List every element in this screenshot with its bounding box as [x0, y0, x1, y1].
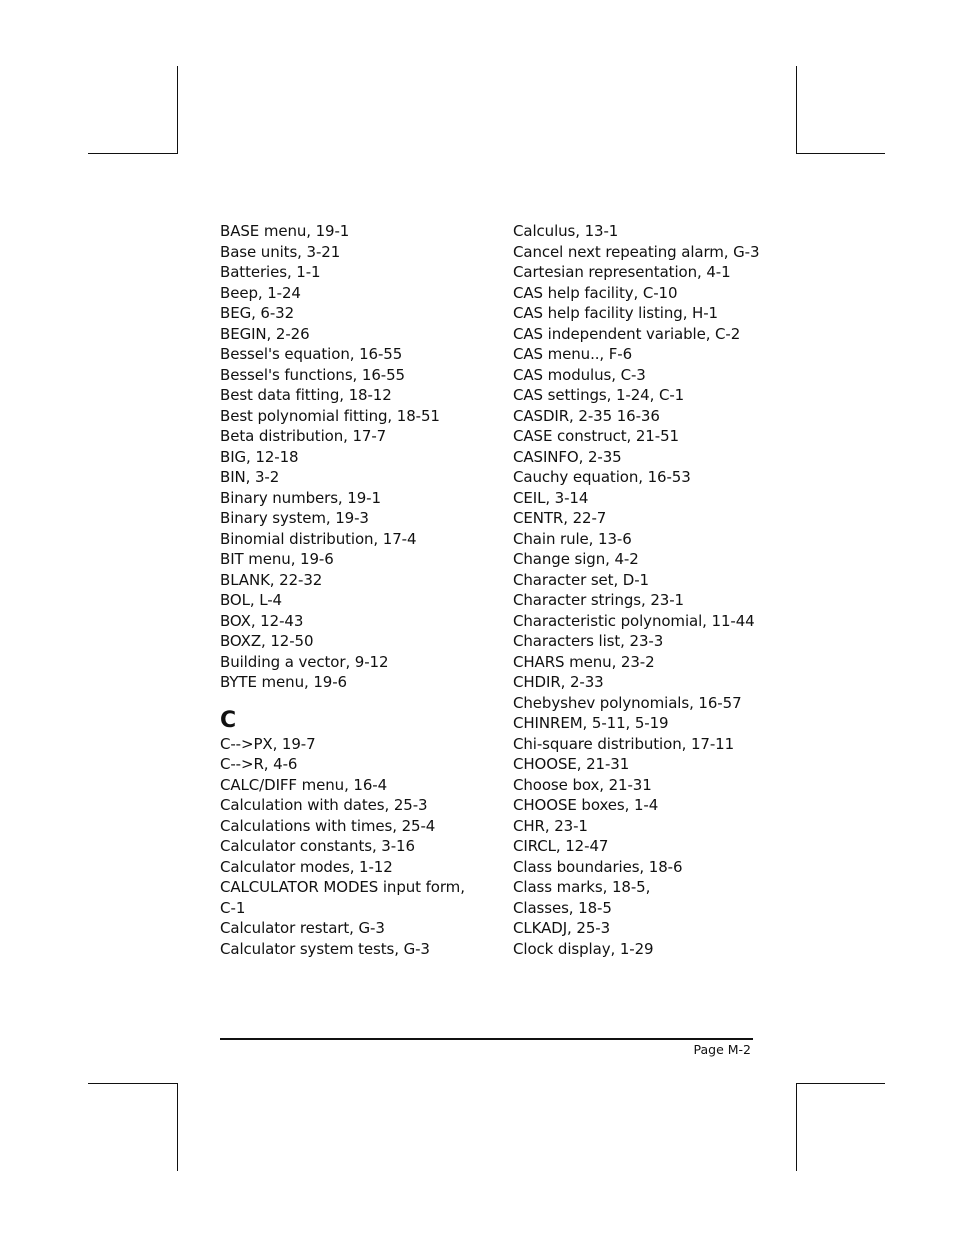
index-entry: Bessel's functions, 16-55	[220, 365, 405, 384]
index-entry-continuation: C-1	[220, 898, 246, 917]
section-heading-c: C	[220, 707, 237, 733]
index-entry: Class marks, 18-5,	[513, 878, 651, 896]
index-entry: CALC/DIFF menu, 16-4	[220, 775, 388, 794]
index-entry: CENTR, 22-7	[513, 509, 607, 527]
index-entry: Binary system, 19-3	[220, 509, 369, 527]
index-entry: Classes, 18-5	[513, 898, 612, 917]
index-entry: C-->PX, 19-7	[220, 734, 316, 753]
index-entry: BEG, 6-32	[220, 304, 295, 322]
index-entry: CAS help facility, C-10	[513, 283, 678, 302]
index-entry: Calculus, 13-1	[513, 222, 619, 240]
index-left-column	[220, 221, 500, 959]
index-entry: CALCULATOR MODES input form,	[220, 878, 465, 896]
index-entry: CIRCL, 12-47	[513, 837, 609, 855]
index-entry: Calculator constants, 3-16	[220, 837, 415, 855]
index-entry: Batteries, 1-1	[220, 263, 321, 281]
index-entry: CHR, 23-1	[513, 816, 588, 835]
index-entry: Chebyshev polynomials, 16-57	[513, 693, 742, 712]
index-entry: BOL, L-4	[220, 591, 282, 609]
index-entry: Calculation with dates, 25-3	[220, 796, 428, 814]
index-entry: CLKADJ, 25-3	[513, 919, 611, 937]
page-number: Page M-2	[693, 1042, 751, 1057]
index-entry: Beta distribution, 17-7	[220, 427, 387, 445]
index-entry: BYTE menu, 19-6	[220, 673, 347, 691]
index-entry: CHOOSE, 21-31	[513, 755, 630, 773]
crop-mark-top-right-vertical	[796, 66, 797, 154]
index-entry: BOXZ, 12-50	[220, 632, 314, 650]
index-entry: Cartesian representation, 4-1	[513, 263, 731, 281]
footer-rule	[220, 1038, 753, 1040]
index-entry: CAS independent variable, C-2	[513, 324, 741, 343]
index-entry: Beep, 1-24	[220, 283, 301, 302]
index-entry: CASE construct, 21-51	[513, 427, 679, 445]
index-entry: CHARS menu, 23-2	[513, 652, 655, 671]
crop-mark-bottom-left-vertical	[177, 1083, 178, 1171]
index-entry: CASINFO, 2-35	[513, 447, 622, 466]
index-entry: Class boundaries, 18-6	[513, 857, 683, 876]
index-entry: Chain rule, 13-6	[513, 529, 632, 548]
index-entry: Cancel next repeating alarm, G-3	[513, 242, 760, 261]
crop-mark-bottom-right-horizontal	[796, 1083, 885, 1084]
index-entry: Change sign, 4-2	[513, 550, 639, 568]
index-entry: CHOOSE boxes, 1-4	[513, 796, 659, 814]
index-entry: C-->R, 4-6	[220, 755, 298, 773]
index-entry: BEGIN, 2-26	[220, 324, 310, 343]
index-entry: BASE menu, 19-1	[220, 222, 350, 240]
index-entry: Clock display, 1-29	[513, 939, 654, 958]
index-entry: Characteristic polynomial, 11-44	[513, 611, 755, 630]
index-entry: CAS settings, 1-24, C-1	[513, 386, 685, 404]
index-entry: Chi-square distribution, 17-11	[513, 734, 735, 753]
index-b-entries	[220, 221, 500, 693]
index-entry: BLANK, 22-32	[220, 570, 323, 589]
index-entry: Building a vector, 9-12	[220, 652, 389, 671]
index-entry: Cauchy equation, 16-53	[513, 468, 691, 486]
index-entry: CEIL, 3-14	[513, 488, 589, 507]
index-entry: Best polynomial fitting, 18-51	[220, 406, 440, 425]
crop-mark-bottom-left-horizontal	[88, 1083, 177, 1084]
index-c-entries	[220, 734, 500, 960]
index-entry: BIN, 3-2	[220, 468, 280, 486]
index-entry: Choose box, 21-31	[513, 775, 652, 794]
index-entry: Base units, 3-21	[220, 242, 341, 261]
index-entry: CAS menu.., F-6	[513, 345, 633, 363]
index-right-column	[513, 221, 773, 959]
index-entry: Binomial distribution, 17-4	[220, 529, 417, 548]
index-entry: Binary numbers, 19-1	[220, 488, 381, 507]
index-entry: BOX, 12-43	[220, 611, 304, 630]
index-entry: Character set, D-1	[513, 570, 649, 589]
index-entry: Character strings, 23-1	[513, 591, 684, 609]
index-entry: Calculator restart, G-3	[220, 919, 385, 937]
crop-mark-top-left-horizontal	[88, 153, 177, 154]
index-entry: Calculator modes, 1-12	[220, 857, 393, 876]
index-entry: CAS modulus, C-3	[513, 365, 646, 384]
index-entry: Bessel's equation, 16-55	[220, 345, 403, 363]
index-entry: BIT menu, 19-6	[220, 550, 334, 568]
index-entry: CHDIR, 2-33	[513, 673, 604, 691]
crop-mark-bottom-right-vertical	[796, 1083, 797, 1171]
crop-mark-top-right-horizontal	[796, 153, 885, 154]
index-entry: Best data fitting, 18-12	[220, 386, 392, 404]
crop-mark-top-left-vertical	[177, 66, 178, 154]
index-entry: CAS help facility listing, H-1	[513, 304, 718, 322]
index-entry: CHINREM, 5-11, 5-19	[513, 714, 669, 732]
index-entry: BIG, 12-18	[220, 447, 299, 466]
index-entry: CASDIR, 2-35 16-36	[513, 406, 660, 425]
index-entry: Characters list, 23-3	[513, 632, 664, 650]
index-entry: Calculations with times, 25-4	[220, 816, 436, 835]
index-entry: Calculator system tests, G-3	[220, 939, 430, 958]
